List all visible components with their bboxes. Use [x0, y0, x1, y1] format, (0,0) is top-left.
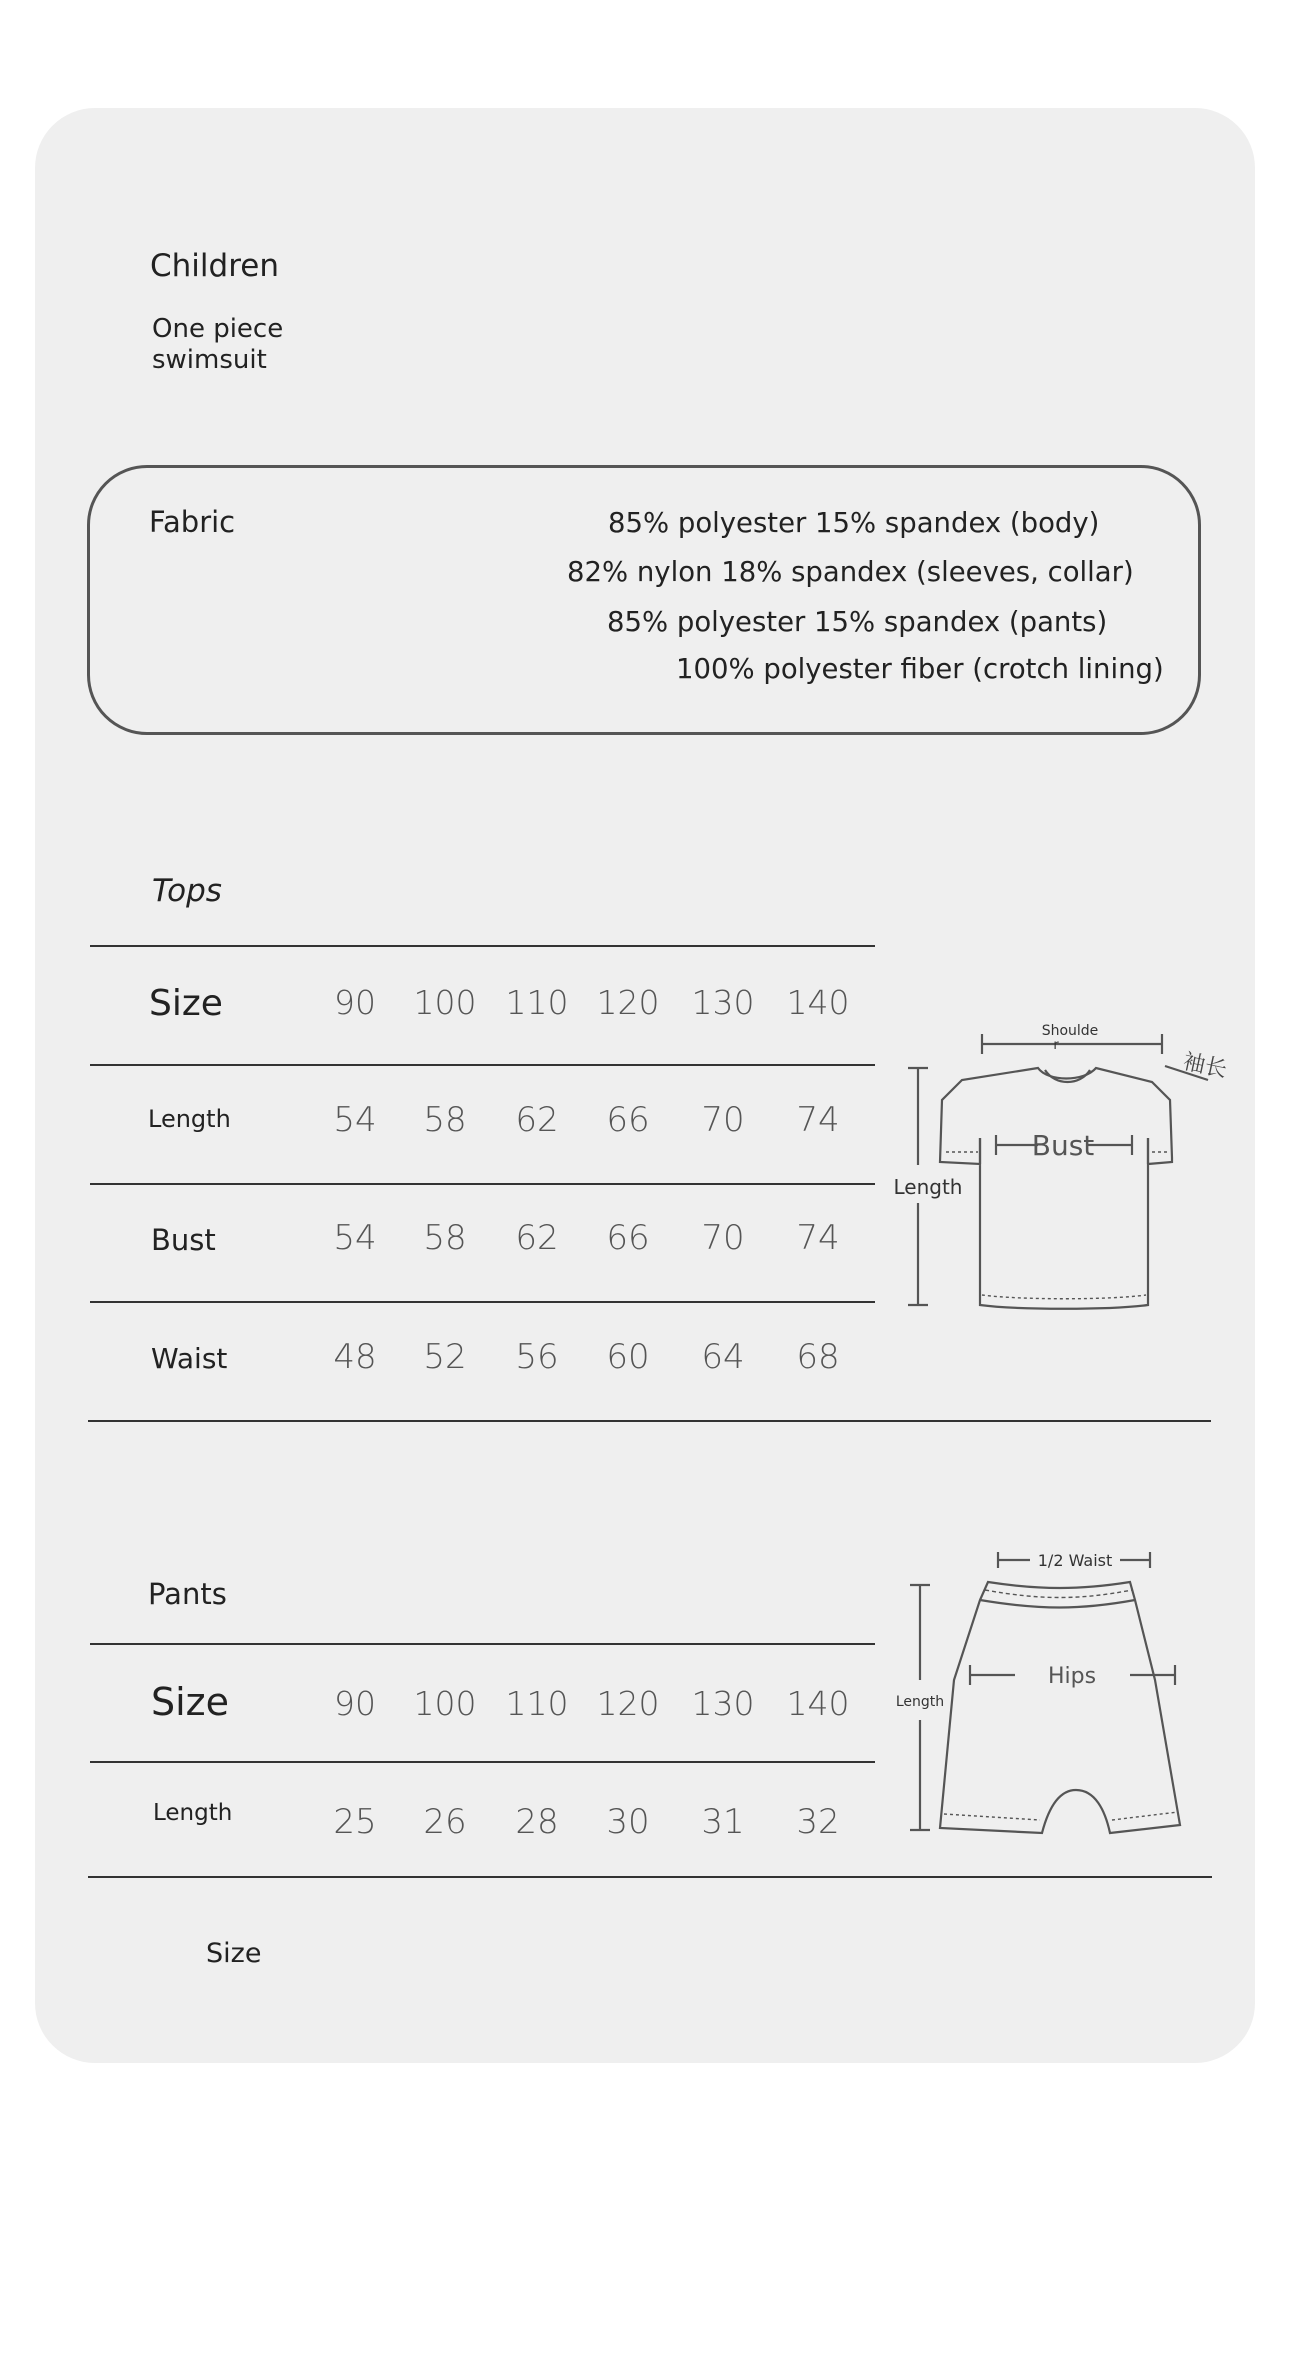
product-type-line-2: swimsuit [152, 345, 267, 375]
pants-length-cell: 28 [515, 1802, 559, 1842]
pants-size-cell: 90 [334, 1684, 376, 1723]
fabric-label: Fabric [149, 505, 236, 539]
shorts-length-label: Length [895, 1694, 945, 1710]
tops-length-cell: 74 [796, 1100, 840, 1140]
pants-divider-bottom [88, 1876, 1212, 1878]
tops-title: Tops [152, 873, 222, 909]
category-title: Children [150, 248, 279, 284]
pants-length-cell: 31 [701, 1802, 745, 1842]
product-type [152, 314, 352, 376]
pants-size-cell: 110 [505, 1684, 569, 1723]
shorts-diagram [880, 1540, 1220, 1850]
tops-length-cell: 62 [515, 1100, 559, 1140]
tops-waist-cell: 48 [333, 1337, 377, 1377]
shorts-hips-label: Hips [1047, 1664, 1097, 1689]
pants-size-cell: 120 [596, 1684, 660, 1723]
fabric-line-1: 85% polyester 15% spandex (body) [608, 507, 1100, 539]
tshirt-sleeve-label: 袖长 [1180, 1049, 1230, 1084]
tops-length-cell: 66 [606, 1100, 650, 1140]
pants-row-label-length: Length [153, 1800, 233, 1826]
tops-length-cell: 58 [423, 1100, 467, 1140]
pants-size-cell: 130 [691, 1684, 755, 1723]
pants-length-cell: 25 [333, 1802, 377, 1842]
tops-divider-2 [90, 1183, 875, 1185]
fabric-line-3: 85% polyester 15% spandex (pants) [607, 606, 1108, 638]
fabric-line-2: 82% nylon 18% spandex (sleeves, collar) [567, 556, 1134, 588]
tops-size-cell: 140 [786, 983, 850, 1022]
tops-bust-cell: 58 [423, 1218, 467, 1258]
fabric-line-4: 100% polyester fiber (crotch lining) [676, 653, 1164, 685]
tops-length-cell: 70 [701, 1100, 745, 1140]
tops-size-cell: 120 [596, 983, 660, 1022]
tops-waist-cell: 60 [606, 1337, 650, 1377]
tops-bust-cell: 62 [515, 1218, 559, 1258]
pants-size-cell: 100 [413, 1684, 477, 1723]
tops-size-cell: 90 [334, 983, 376, 1022]
tshirt-shoulder-label-1: Shoulde [1041, 1023, 1099, 1039]
pants-length-cell: 30 [606, 1802, 650, 1842]
tops-divider-3 [90, 1301, 875, 1303]
tshirt-length-label: Length [893, 1175, 963, 1199]
tops-length-cell: 54 [333, 1100, 377, 1140]
tops-divider-top [90, 945, 875, 947]
tops-bust-cell: 54 [333, 1218, 377, 1258]
tops-bust-cell: 66 [606, 1218, 650, 1258]
tops-size-cell: 130 [691, 983, 755, 1022]
tops-size-cell: 100 [413, 983, 477, 1022]
tshirt-shoulder-label-2: r [1053, 1038, 1059, 1053]
product-type-line-1: One piece [152, 314, 284, 344]
shorts-waist-label: 1/2 Waist [1037, 1551, 1113, 1570]
tops-divider-1 [90, 1064, 875, 1066]
tops-row-label-length: Length [148, 1105, 231, 1133]
tops-size-cell: 110 [505, 983, 569, 1022]
tops-divider-bottom [88, 1420, 1211, 1422]
pants-divider-top [90, 1643, 875, 1645]
tshirt-diagram [870, 1010, 1230, 1320]
tops-bust-cell: 74 [796, 1218, 840, 1258]
pants-size-cell: 140 [786, 1684, 850, 1723]
tops-waist-cell: 56 [515, 1337, 559, 1377]
tops-bust-cell: 70 [701, 1218, 745, 1258]
footer-size-label: Size [206, 1938, 262, 1969]
fabric-box [87, 465, 1201, 735]
tops-waist-cell: 52 [423, 1337, 467, 1377]
tops-waist-cell: 64 [701, 1337, 745, 1377]
pants-size-label: Size [151, 1680, 230, 1724]
pants-divider-1 [90, 1761, 875, 1763]
tops-size-label: Size [149, 983, 223, 1024]
tops-row-label-waist: Waist [151, 1342, 228, 1375]
pants-length-cell: 26 [423, 1802, 467, 1842]
pants-title: Pants [148, 1577, 227, 1611]
pants-length-cell: 32 [796, 1802, 840, 1842]
tops-row-label-bust: Bust [151, 1223, 216, 1257]
tshirt-bust-label: Bust [1031, 1129, 1095, 1162]
tops-waist-cell: 68 [796, 1337, 840, 1377]
